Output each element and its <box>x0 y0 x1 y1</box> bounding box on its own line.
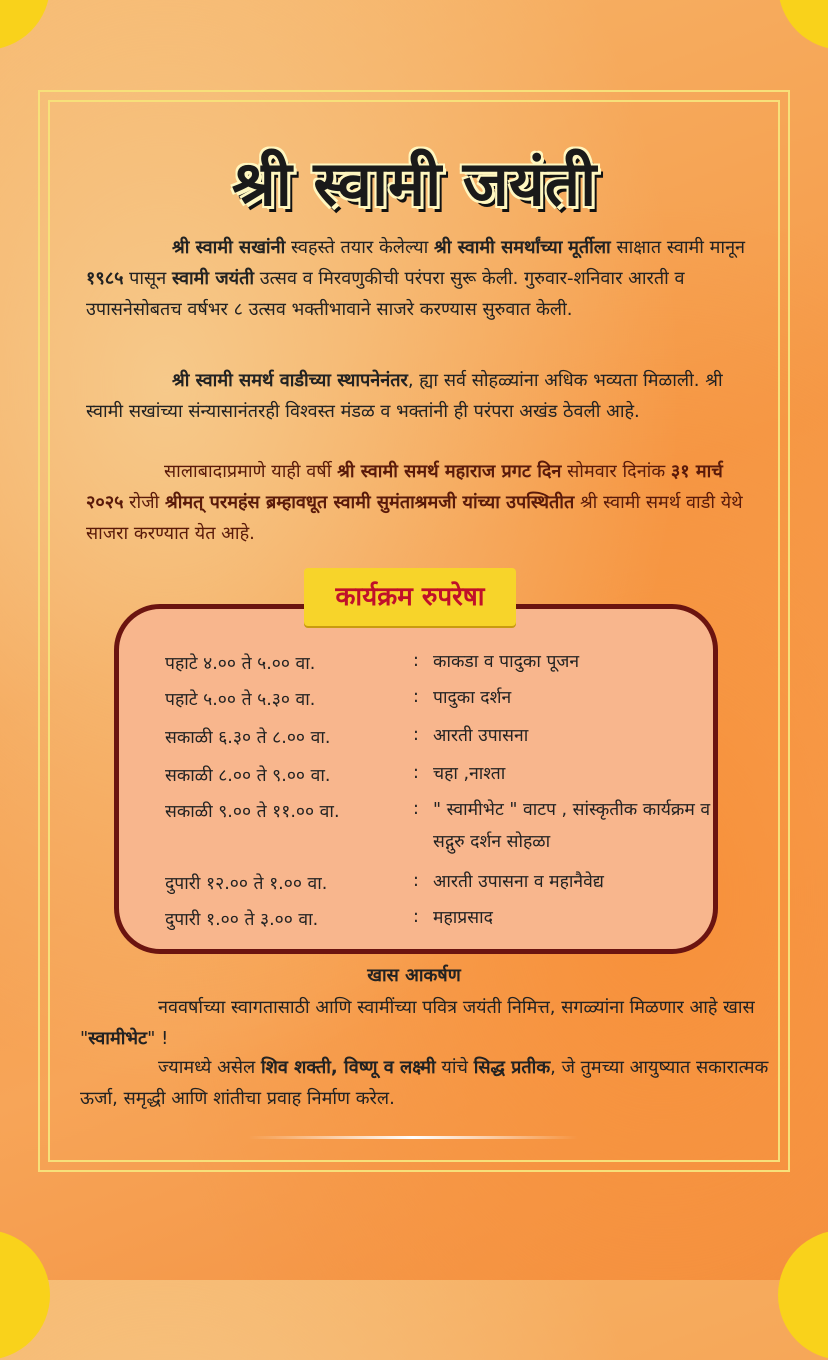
schedule-time: पहाटे ४.०० ते ५.०० वा. <box>165 654 316 674</box>
schedule-time: पहाटे ५.०० ते ५.३० वा. <box>165 690 316 710</box>
schedule-activity: आरती उपासना <box>433 726 529 746</box>
schedule-colon: : <box>413 871 419 891</box>
text: सालाबादाप्रमाणे याही वर्षी <box>164 461 338 482</box>
attraction-paragraph-1 <box>80 992 780 1054</box>
history-paragraph <box>86 365 746 427</box>
corner-decoration-top-left <box>0 0 50 50</box>
attraction-paragraph-2 <box>80 1052 780 1114</box>
corner-decoration-bottom-right <box>778 1230 828 1360</box>
divider <box>248 1136 578 1139</box>
text: " ! <box>147 1028 169 1049</box>
schedule-colon: : <box>413 651 419 671</box>
text-bold: मूर्तीला <box>568 237 611 258</box>
program-outline-badge: कार्यक्रम रुपरेषा <box>304 568 516 626</box>
text: यांचे <box>435 1057 474 1078</box>
text-bold: श्री स्वामी समर्थ महाराज प्रगट दिन <box>337 461 562 482</box>
schedule-activity: चहा ,नाश्ता <box>433 764 506 784</box>
text: पासून <box>123 268 172 289</box>
schedule-box <box>114 604 718 954</box>
text: रोजी <box>123 492 165 513</box>
text-bold: स्वामी जयंती <box>171 268 255 289</box>
corner-decoration-bottom-left <box>0 1230 50 1360</box>
schedule-time: सकाळी ८.०० ते ९.०० वा. <box>165 766 331 786</box>
text: , जे तुमच्या आयुष्यात सकारात्मक ऊर्जा, समृद्धी आणि शांतीचा प्रवाह निर्माण करेल. <box>80 1057 769 1109</box>
text: साक्षात स्वामी मानून <box>610 237 746 258</box>
text: ज्यामध्ये असेल <box>158 1057 261 1078</box>
text-bold: शिव शक्ती, विष्णू व लक्ष्मी <box>260 1057 436 1078</box>
schedule-time: सकाळी ६.३० ते ८.०० वा. <box>165 728 331 748</box>
text: नववर्षाच्या स्वागतासाठी आणि स्वामींच्या पवित्र जयंती निमित्त, सगळ्यांना मिळणार आहे खास " <box>80 997 755 1049</box>
intro-paragraph <box>86 232 746 325</box>
event-date: ३१ मार्च २०२५ <box>86 461 723 513</box>
attraction-heading: खास आकर्षण <box>367 965 461 986</box>
text-bold: श्री स्वामी समर्थांच्या <box>434 237 563 258</box>
schedule-colon: : <box>413 687 419 707</box>
text-bold: स्वामीभेट <box>88 1028 148 1049</box>
schedule-colon: : <box>413 725 419 745</box>
schedule-activity: पादुका दर्शन <box>433 688 512 708</box>
schedule-activity: महाप्रसाद <box>433 908 493 928</box>
schedule-time: दुपारी १.०० ते ३.०० वा. <box>165 910 319 930</box>
text: सोमवार दिनांक <box>561 461 671 482</box>
text: उत्सव व मिरवणुकीची परंपरा सुरू केली. गुरुवार-शनिवार आरती व उपासनेसोबतच वर्षभर ८ उत्सव भक्तीभावाने साजरे करण्यास सुरुवात केली. <box>86 268 685 320</box>
schedule-colon: : <box>413 799 419 819</box>
schedule-time: सकाळी ९.०० ते ११.०० वा. <box>165 802 340 822</box>
text-bold: श्री स्वामी सखांनी <box>172 237 286 258</box>
page-title: श्री स्वामी जयंती <box>231 147 597 220</box>
text-bold: सिद्ध प्रतीक <box>473 1057 551 1078</box>
schedule-time: दुपारी १२.०० ते १.०० वा. <box>165 874 328 894</box>
text: स्वहस्ते तयार केलेल्या <box>285 237 435 258</box>
schedule-colon: : <box>413 763 419 783</box>
text-bold: श्रीमत् परमहंस ब्रम्हावधूत स्वामी सुमंताश्रमजी यांच्या उपस्थितीत <box>164 492 575 513</box>
text: , ह्या सर्व सोहळ्यांना अधिक भव्यता मिळाली. श्री स्वामी सखांच्या संन्यासानंतरही विश्वस्त मंडळ व भक्तांनी ही परंपरा अखंड ठेवली आहे. <box>86 370 723 422</box>
schedule-activity: " स्वामीभेट " वाटप , सांस्कृतीक कार्यक्रम व सद्गुरु दर्शन सोहळा <box>433 800 711 852</box>
schedule-activity: आरती उपासना व महानैवेद्य <box>433 872 604 892</box>
schedule-colon: : <box>413 907 419 927</box>
schedule-activity: काकडा व पादुका पूजन <box>433 652 580 672</box>
text: श्री स्वामी समर्थ वाडी येथे साजरा करण्यात येत आहे. <box>86 492 743 544</box>
text-bold: १९८५ <box>86 268 124 289</box>
corner-decoration-top-right <box>778 0 828 50</box>
event-paragraph <box>86 456 746 549</box>
text-bold: श्री स्वामी समर्थ वाडीच्या स्थापनेनंतर <box>172 370 408 391</box>
